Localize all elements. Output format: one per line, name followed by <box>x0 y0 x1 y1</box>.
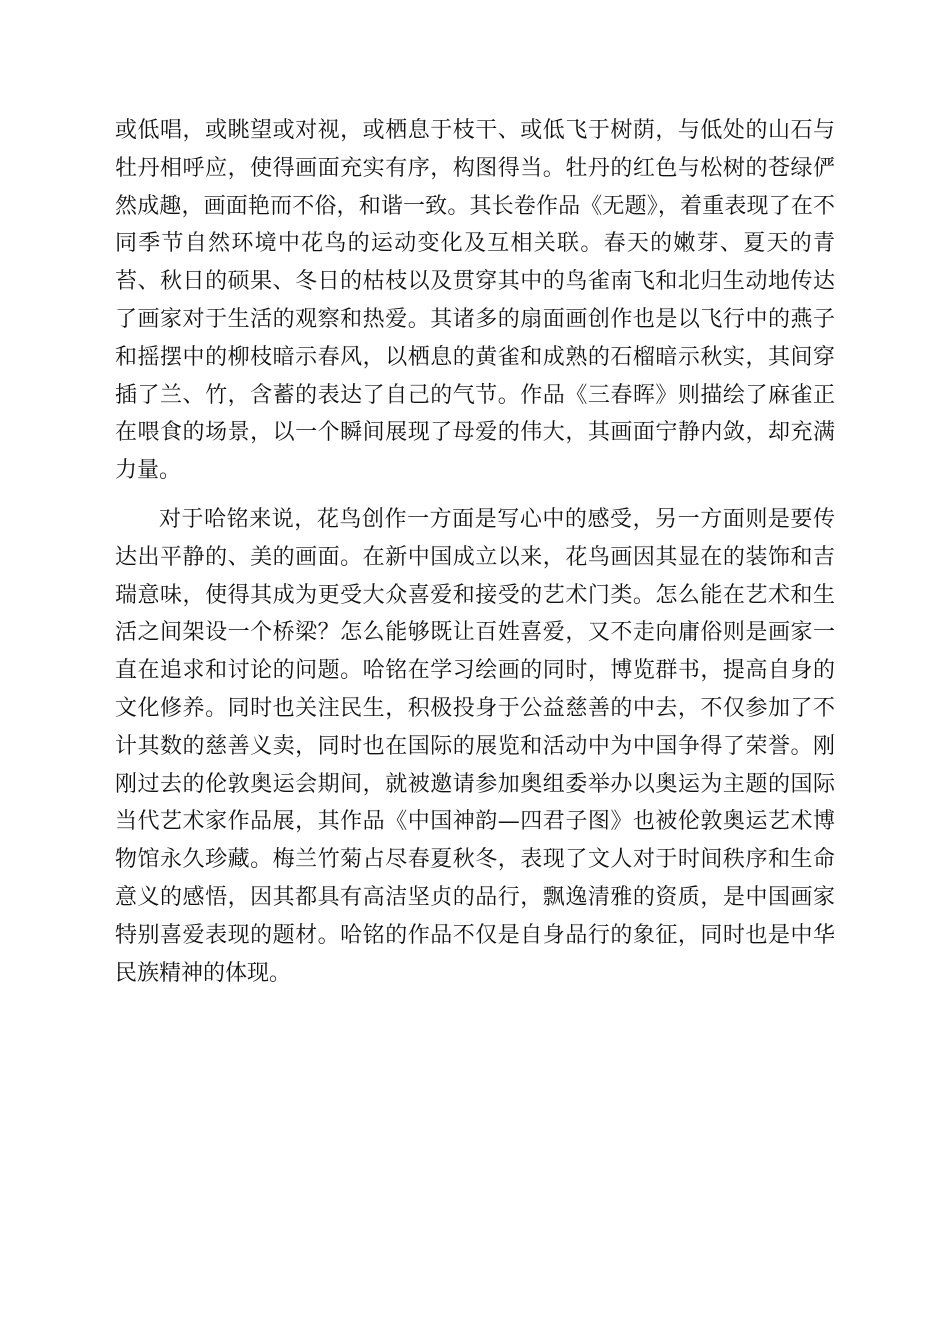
body-text <box>115 112 835 992</box>
paragraph-ha-ming: 对于哈铭来说，花鸟创作一方面是写心中的感受，另一方面则是要传达出平静的、美的画面。在新中国成立以来，花鸟画因其显在的装饰和吉瑞意味，使得其成为更受大众喜爱和接受的艺术门类。怎么能在艺术和生活之间架设一个桥梁？怎么能够既让百姓喜爱，又不走向庸俗则是画家一直在追求和讨论的问题。哈铭在学习绘画的同时，博览群书，提高自身的文化修养。同时也关注民生，积极投身于公益慈善的中去，不仅参加了不计其数的慈善义卖，同时也在国际的展览和活动中为中国争得了荣誉。刚刚过去的伦敦奥运会期间，就被邀请参加奥组委举办以奥运为主题的国际当代艺术家作品展，其作品《中国神韵—四君子图》也被伦敦奥运艺术博物馆永久珍藏。梅兰竹菊占尽春夏秋冬，表现了文人对于时间秩序和生命意义的感悟，因其都具有高洁坚贞的品行，飘逸清雅的资质，是中国画家特别喜爱表现的题材。哈铭的作品不仅是自身品行的象征，同时也是中华民族精神的体现。 <box>115 506 835 986</box>
paragraph-continued: 或低唱，或眺望或对视，或栖息于枝干、或低飞于树荫，与低处的山石与牡丹相呼应，使得画面充实有序，构图得当。牡丹的红色与松树的苍绿俨然成趣，画面艳而不俗，和谐一致。其长卷作品《无题》，着重表现了在不同季节自然环境中花鸟的运动变化及互相关联。春天的嫩芽、夏天的青苔、秋日的硕果、冬日的枯枝以及贯穿其中的鸟雀南飞和北归生动地传达了画家对于生活的观察和热爱。其诸多的扇面画创作也是以飞行中的燕子和摇摆中的柳枝暗示春风，以栖息的黄雀和成熟的石榴暗示秋实，其间穿插了兰、竹，含蓄的表达了自己的气节。作品《三春晖》则描绘了麻雀正在喂食的场景，以一个瞬间展现了母爱的伟大，其画面宁静内敛，却充满力量。 <box>115 118 835 484</box>
